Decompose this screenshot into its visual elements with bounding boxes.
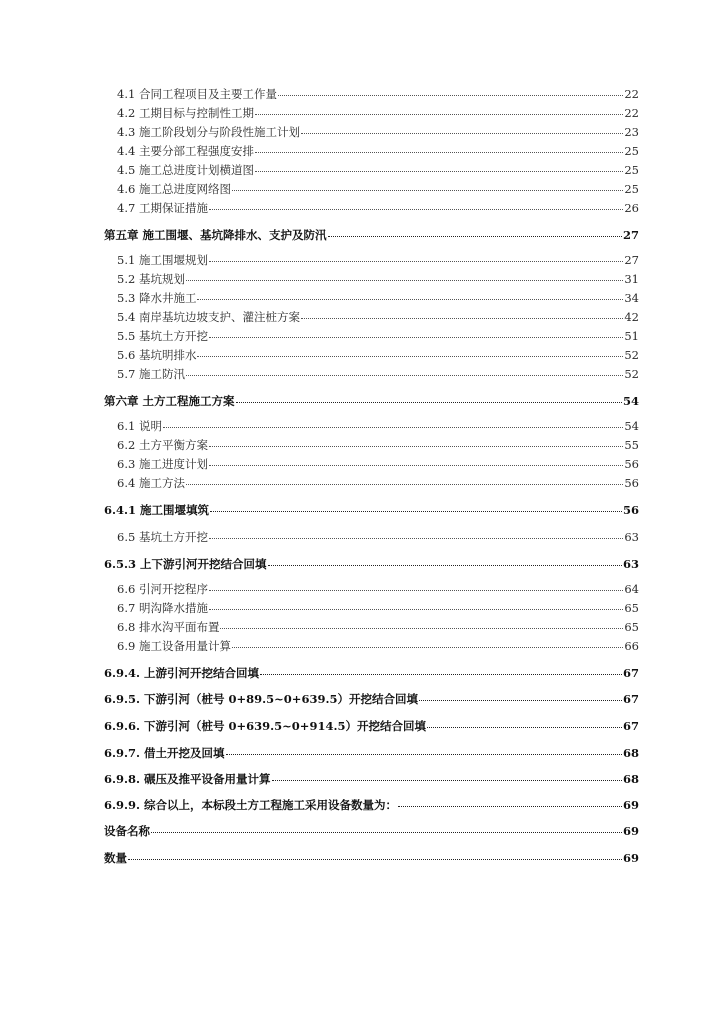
toc-entry: [117, 105, 639, 121]
toc-entry-title: 4.5 施工总进度计划横道图: [117, 163, 254, 177]
toc-entry-page: 56: [624, 476, 639, 490]
toc-entry-page: 34: [624, 291, 639, 305]
toc-dot-leader: [209, 609, 623, 610]
toc-dot-leader: [328, 236, 622, 237]
toc-entry-title: 数量: [104, 851, 127, 865]
toc-entry-page: 66: [624, 639, 639, 653]
toc-dot-leader: [301, 133, 623, 134]
toc-entry-page: 27: [624, 253, 639, 267]
toc-entry-page: 23: [624, 125, 639, 139]
toc-entry: [117, 271, 639, 287]
toc-dot-leader: [278, 95, 623, 96]
toc-entry-page: 56: [622, 503, 639, 517]
toc-dot-leader: [427, 727, 622, 728]
toc-dot-leader: [197, 299, 623, 300]
toc-entry-title: 5.5 基坑土方开挖: [117, 329, 208, 343]
toc-entry: [117, 366, 639, 382]
toc-dot-leader: [210, 511, 622, 512]
toc-entry-page: 25: [624, 144, 639, 158]
toc-entry-heading: [104, 665, 639, 681]
toc-entry-title: 5.6 基坑明排水: [117, 348, 197, 362]
toc-entry: [117, 437, 639, 453]
toc-dot-leader: [419, 700, 622, 701]
toc-entry-page: 26: [624, 201, 639, 215]
toc-entry-page: 31: [624, 272, 639, 286]
toc-dot-leader: [398, 806, 622, 807]
toc-entry-heading: [104, 227, 639, 243]
toc-dot-leader: [232, 190, 623, 191]
toc-entry-page: 69: [622, 851, 639, 865]
toc-entry-page: 54: [624, 419, 639, 433]
toc-entry: [117, 619, 639, 635]
toc-entry-title: 4.7 工期保证措施: [117, 201, 208, 215]
toc-entry-title: 5.2 基坑规划: [117, 272, 185, 286]
toc-entry-heading: [104, 850, 639, 866]
toc-entry-title: 6.4 施工方法: [117, 476, 185, 490]
toc-entry: [117, 600, 639, 616]
toc-dot-leader: [255, 171, 623, 172]
toc-entry-heading: [104, 771, 639, 787]
toc-entry: [117, 124, 639, 140]
toc-entry-heading: [104, 718, 639, 734]
toc-entry: [117, 581, 639, 597]
toc-entry-title: 4.6 施工总进度网络图: [117, 182, 231, 196]
toc-entry-title: 6.7 明沟降水措施: [117, 601, 208, 615]
toc-entry-heading: [104, 797, 639, 813]
toc-entry-page: 67: [622, 666, 639, 680]
toc-entry-heading: [104, 556, 639, 572]
toc-entry-title: 4.3 施工阶段划分与阶段性施工计划: [117, 125, 300, 139]
toc-entry-heading: [104, 502, 639, 518]
toc-entry-page: 69: [622, 798, 639, 812]
toc-entry-title: 设备名称: [104, 824, 150, 838]
toc-dot-leader: [226, 754, 622, 755]
toc-entry-page: 65: [624, 601, 639, 615]
toc-entry-page: 67: [622, 692, 639, 706]
toc-entry-title: 6.9.4. 上游引河开挖结合回填: [104, 666, 260, 680]
toc-entry-page: 63: [622, 557, 639, 571]
toc-dot-leader: [197, 356, 623, 357]
toc-entry-page: 51: [624, 329, 639, 343]
toc-entry-page: 56: [624, 457, 639, 471]
toc-entry: [117, 162, 639, 178]
toc-entry-title: 6.8 排水沟平面布置: [117, 620, 220, 634]
toc-entry-title: 6.4.1 施工围堰填筑: [104, 503, 210, 517]
toc-entry-title: 4.4 主要分部工程强度安排: [117, 144, 254, 158]
toc-entry-title: 6.5.3 上下游引河开挖结合回填: [104, 557, 267, 571]
toc-entry-page: 69: [622, 824, 639, 838]
toc-entry: [117, 529, 639, 545]
toc-entry-title: 6.9 施工设备用量计算: [117, 639, 231, 653]
toc-entry-title: 6.9.7. 借土开挖及回填: [104, 746, 225, 760]
toc-entry-title: 5.1 施工围堰规划: [117, 253, 208, 267]
toc-entry-title: 5.3 降水井施工: [117, 291, 197, 305]
toc-entry-title: 6.2 土方平衡方案: [117, 438, 208, 452]
toc-entry-title: 6.9.8. 碾压及推平设备用量计算: [104, 772, 271, 786]
toc-entry: [117, 143, 639, 159]
toc-entry-title: 6.5 基坑土方开挖: [117, 530, 208, 544]
toc-dot-leader: [209, 209, 623, 210]
toc-entry: [117, 456, 639, 472]
toc-dot-leader: [209, 590, 623, 591]
toc-dot-leader: [301, 318, 623, 319]
toc-dot-leader: [209, 465, 623, 466]
toc-entry-title: 6.6 引河开挖程序: [117, 582, 208, 596]
toc-entry: [117, 290, 639, 306]
toc-entry-title: 6.1 说明: [117, 419, 162, 433]
toc-entry-page: 22: [624, 87, 639, 101]
toc-entry: [117, 328, 639, 344]
toc-entry-title: 6.9.6. 下游引河（桩号 0+639.5~0+914.5）开挖结合回填: [104, 719, 426, 733]
toc-dot-leader: [236, 402, 622, 403]
toc-entry-title: 6.9.5. 下游引河（桩号 0+89.5~0+639.5）开挖结合回填: [104, 692, 418, 706]
toc-entry-page: 54: [622, 394, 639, 408]
toc-entry: [117, 638, 639, 654]
toc-entry-title: 5.4 南岸基坑边坡支护、灌注桩方案: [117, 310, 300, 324]
toc-entry-page: 42: [624, 310, 639, 324]
toc-dot-leader: [255, 114, 623, 115]
toc-dot-leader: [272, 780, 622, 781]
toc-dot-leader: [163, 427, 623, 428]
toc-dot-leader: [220, 628, 623, 629]
toc-entry-page: 52: [624, 348, 639, 362]
toc-entry: [117, 309, 639, 325]
toc-entry: [117, 418, 639, 434]
toc-dot-leader: [260, 674, 622, 675]
toc-entry-page: 25: [624, 163, 639, 177]
toc-entry-heading: [104, 823, 639, 839]
toc-dot-leader: [232, 647, 623, 648]
toc-entry: [117, 181, 639, 197]
toc-entry-title: 第五章 施工围堰、基坑降排水、支护及防汛: [104, 228, 327, 242]
toc-dot-leader: [209, 538, 623, 539]
toc-entry-title: 6.3 施工进度计划: [117, 457, 208, 471]
toc-entry-page: 52: [624, 367, 639, 381]
toc-entry-title: 6.9.9. 综合以上，本标段土方工程施工采用设备数量为：: [104, 798, 398, 812]
toc-entry: [117, 200, 639, 216]
toc-dot-leader: [151, 832, 622, 833]
toc-entry-title: 4.2 工期目标与控制性工期: [117, 106, 254, 120]
toc-entry-title: 5.7 施工防汛: [117, 367, 185, 381]
toc-entry-page: 65: [624, 620, 639, 634]
toc-entry-title: 4.1 合同工程项目及主要工作量: [117, 87, 277, 101]
toc-entry-title: 第六章 土方工程施工方案: [104, 394, 235, 408]
toc-entry-page: 68: [622, 746, 639, 760]
toc-dot-leader: [186, 484, 623, 485]
toc-dot-leader: [186, 375, 623, 376]
toc-entry: [117, 86, 639, 102]
toc-entry-heading: [104, 393, 639, 409]
toc-entry-heading: [104, 745, 639, 761]
toc-entry-page: 63: [624, 530, 639, 544]
toc-entry-page: 68: [622, 772, 639, 786]
toc-entry: [117, 475, 639, 491]
toc-entry-page: 64: [624, 582, 639, 596]
toc-entry-page: 27: [622, 228, 639, 242]
toc-dot-leader: [209, 337, 623, 338]
toc-dot-leader: [268, 565, 622, 566]
toc-entry-heading: [104, 691, 639, 707]
toc-entry: [117, 252, 639, 268]
toc-entry: [117, 347, 639, 363]
toc-dot-leader: [209, 261, 623, 262]
toc-entry-page: 22: [624, 106, 639, 120]
toc-dot-leader: [186, 280, 623, 281]
toc-entry-page: 55: [624, 438, 639, 452]
toc-entry-page: 25: [624, 182, 639, 196]
toc-dot-leader: [209, 446, 623, 447]
toc-entry-page: 67: [622, 719, 639, 733]
toc-dot-leader: [128, 859, 622, 860]
toc-dot-leader: [255, 152, 623, 153]
